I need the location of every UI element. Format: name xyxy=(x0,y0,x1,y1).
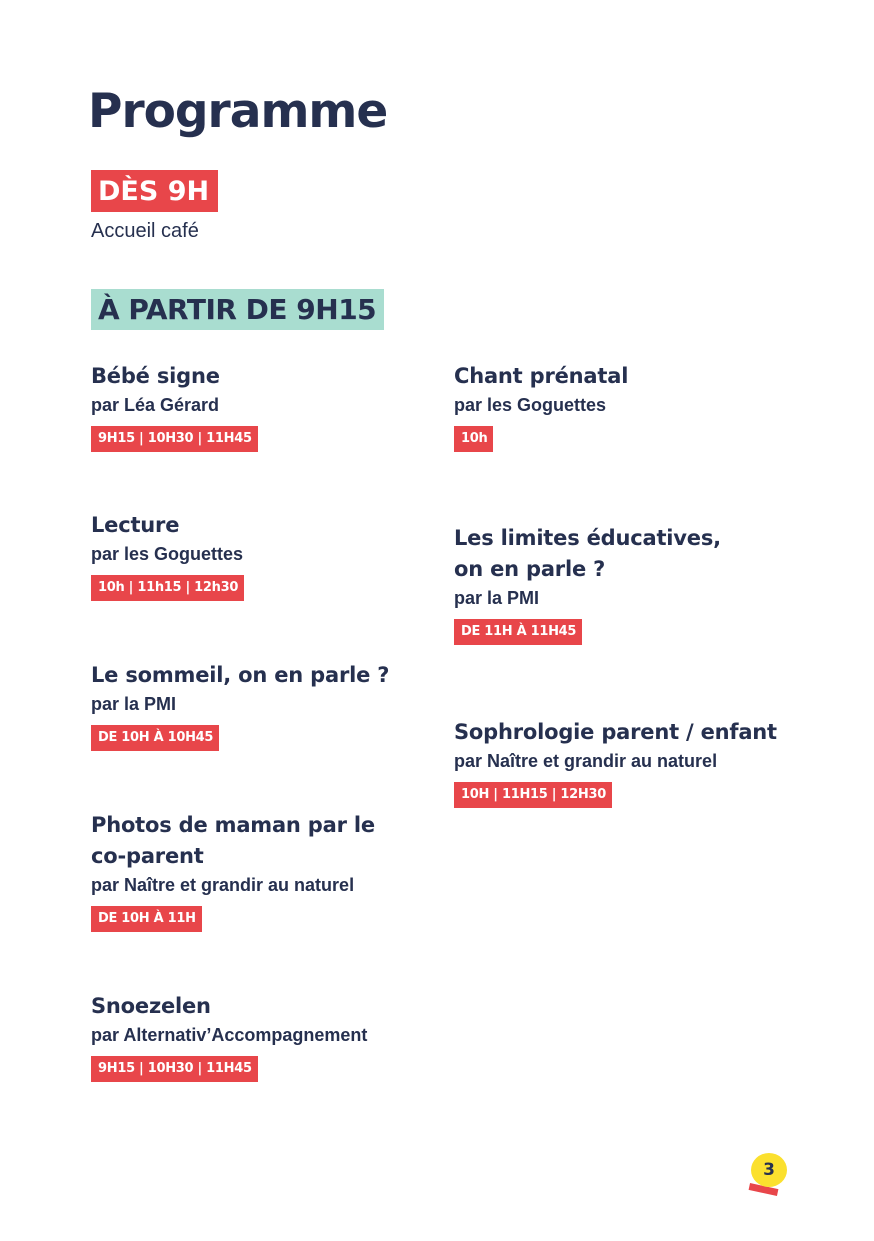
event-title-line2: co-parent xyxy=(91,844,204,868)
event-host: par les Goguettes xyxy=(91,544,244,564)
event-time-badge: DE 10H À 11H xyxy=(91,906,202,932)
event-host: par la PMI xyxy=(454,588,540,608)
event-bebe-signe xyxy=(91,361,258,452)
event-chant-prenatal xyxy=(454,361,628,452)
event-title: Bébé signe xyxy=(91,364,220,388)
event-sommeil xyxy=(91,660,389,751)
arrival-description: Accueil café xyxy=(91,220,199,242)
event-host: par les Goguettes xyxy=(454,395,607,415)
event-time-badge: 9H15 | 10H30 | 11H45 xyxy=(91,426,258,452)
event-host: par Léa Gérard xyxy=(91,395,220,415)
page-title: Programme xyxy=(88,84,388,139)
event-time-badge: DE 10H À 10H45 xyxy=(91,725,219,751)
event-time-badge: 10h xyxy=(454,426,493,452)
event-title-line1: Les limites éducatives, xyxy=(454,526,721,550)
event-title: Le sommeil, on en parle ? xyxy=(91,663,390,687)
event-title-line1: Photos de maman par le xyxy=(91,813,375,837)
event-title: Lecture xyxy=(91,513,180,537)
from-time-badge: À PARTIR DE 9H15 xyxy=(91,289,384,330)
event-title: Chant prénatal xyxy=(454,364,629,388)
event-time-badge: 10h | 11h15 | 12h30 xyxy=(91,575,244,601)
event-host: par Naître et grandir au naturel xyxy=(454,751,718,771)
event-time-badge: DE 11H À 11H45 xyxy=(454,619,582,645)
page-number-badge: 3 xyxy=(751,1153,787,1187)
event-limites-educatives xyxy=(454,523,721,645)
event-time-badge: 9H15 | 10H30 | 11H45 xyxy=(91,1056,258,1082)
event-host: par Alternativ’Accompagnement xyxy=(91,1025,368,1045)
event-title: Sophrologie parent / enfant xyxy=(454,720,777,744)
event-host: par la PMI xyxy=(91,694,177,714)
event-snoezelen xyxy=(91,991,367,1082)
event-title: Snoezelen xyxy=(91,994,211,1018)
event-photos xyxy=(91,810,375,932)
event-lecture xyxy=(91,510,244,601)
event-title-line2: on en parle ? xyxy=(454,557,606,581)
arrival-time-badge: DÈS 9H xyxy=(91,170,218,212)
event-sophrologie xyxy=(454,717,777,808)
event-host: par Naître et grandir au naturel xyxy=(91,875,355,895)
event-time-badge: 10H | 11H15 | 12H30 xyxy=(454,782,612,808)
